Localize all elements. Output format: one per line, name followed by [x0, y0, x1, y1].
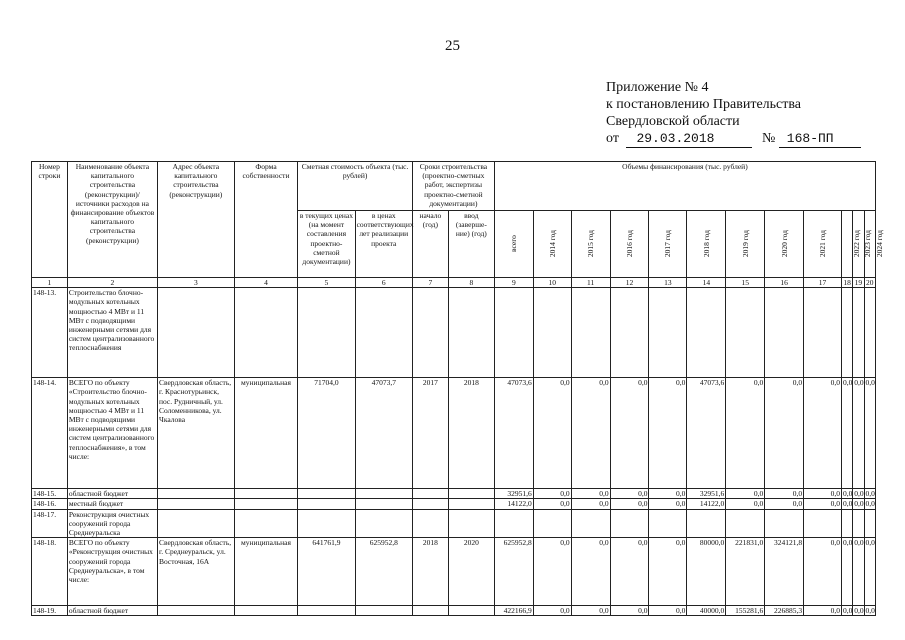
row-year-value	[726, 288, 765, 378]
row-year-value: 0,0	[765, 489, 804, 499]
row-total: 32951,6	[494, 489, 533, 499]
row-cost-years	[355, 288, 412, 378]
row-year-value: 0,0	[765, 378, 804, 489]
row-year-value: 0,0	[726, 499, 765, 509]
row-address	[157, 288, 234, 378]
row-year-value: 0,0	[649, 489, 687, 499]
header-total: всего	[494, 211, 533, 278]
appendix-resolution: к постановлению Правительства	[606, 97, 802, 112]
row-cost-current	[298, 499, 355, 509]
row-number: 148-18.	[32, 538, 68, 606]
row-cost-years	[355, 489, 412, 499]
appendix-region: Свердловской области	[606, 114, 740, 129]
row-year-value: 0,0	[841, 538, 852, 606]
row-year-value: 0,0	[854, 489, 864, 499]
financing-table	[31, 161, 884, 616]
row-address	[157, 509, 234, 538]
row-year-value: 221831,0	[726, 538, 765, 606]
row-year-value: 40000,0	[687, 606, 726, 616]
row-name: местный бюджет	[67, 499, 157, 509]
row-year-value	[687, 288, 726, 378]
table-row	[32, 378, 876, 489]
row-year-value	[726, 509, 765, 538]
row-ownership	[234, 288, 297, 378]
row-year-value: 0,0	[804, 538, 842, 606]
row-total: 47073,6	[494, 378, 533, 489]
row-total: 422166,9	[494, 606, 533, 616]
col-number: 8	[448, 278, 494, 288]
row-ownership	[234, 489, 297, 499]
row-year-value: 226885,3	[765, 606, 804, 616]
row-year-value: 0,0	[804, 499, 842, 509]
row-year-value: 0,0	[649, 499, 687, 509]
row-end	[448, 288, 494, 378]
row-year-value	[571, 288, 610, 378]
table-row	[32, 509, 876, 538]
appendix-header	[606, 79, 861, 148]
header-year: 2014 год	[533, 211, 571, 278]
row-ownership: муниципальная	[234, 378, 297, 489]
row-year-value: 0,0	[533, 606, 571, 616]
row-number: 148-15.	[32, 489, 68, 499]
row-cost-current	[298, 509, 355, 538]
row-year-value: 0,0	[865, 489, 875, 499]
row-year-value	[533, 288, 571, 378]
row-name: областной бюджет	[67, 606, 157, 616]
row-end	[448, 499, 494, 509]
row-number: 148-17.	[32, 509, 68, 538]
row-year-value: 0,0	[571, 606, 610, 616]
col-number: 19	[854, 278, 863, 287]
col-number: 12	[610, 278, 649, 288]
appendix-title: Приложение № 4	[606, 80, 709, 95]
row-ownership	[234, 499, 297, 509]
row-year-value: 0,0	[610, 606, 649, 616]
row-total: 14122,0	[494, 499, 533, 509]
row-year-value: 0,0	[533, 489, 571, 499]
row-year-value	[765, 509, 804, 538]
row-year-value: 0,0	[842, 606, 853, 616]
header-year: 2024 год	[864, 211, 875, 278]
row-year-value: 0,0	[571, 538, 610, 606]
row-year-value: 0,0	[765, 499, 804, 509]
row-year-value: 0,0	[865, 499, 875, 509]
header-year: 2022 год	[841, 211, 852, 278]
col-number: 5	[298, 278, 355, 288]
header-cost-current: в текущих ценах (на момент составления проектно-сметной документации)	[298, 211, 355, 278]
row-year-value: 0,0	[854, 606, 864, 616]
row-cost-current	[298, 606, 355, 616]
row-year-value: 0,0	[649, 378, 687, 489]
row-year-value	[610, 509, 649, 538]
row-year-value: 14122,0	[687, 499, 726, 509]
header-cost: Сметная стоимость объекта (тыс. рублей)	[298, 162, 413, 211]
col-number: 13	[649, 278, 687, 288]
row-year-value: 0,0	[804, 378, 842, 489]
row-year-value: 0,0	[533, 538, 571, 606]
row-year-value: 0,0	[610, 489, 649, 499]
col-number: 14	[687, 278, 726, 288]
row-cost-years	[355, 509, 412, 538]
col-number: 4	[234, 278, 297, 288]
row-year-value: 0,0	[804, 489, 842, 499]
header-end: ввод (заверше-ние) (год)	[448, 211, 494, 278]
row-year-value: 0,0	[726, 489, 765, 499]
row-year-value: 0,0	[571, 378, 610, 489]
row-cost-current	[298, 489, 355, 499]
row-year-value	[841, 509, 852, 538]
header-ownership: Форма собственности	[234, 162, 297, 278]
number-prefix: №	[761, 131, 776, 146]
row-cost-current: 641761,9	[298, 538, 355, 606]
row-end: 2018	[448, 378, 494, 489]
row-start: 2017	[412, 378, 448, 489]
col-number: 11	[571, 278, 610, 288]
row-cost-years: 47073,7	[355, 378, 412, 489]
row-year-value: 0,0	[842, 499, 853, 509]
row-year-value: 0,0	[726, 378, 765, 489]
row-end: 2020	[448, 538, 494, 606]
row-address	[157, 499, 234, 509]
row-start	[412, 499, 448, 509]
row-name: областной бюджет	[67, 489, 157, 499]
date-prefix: от	[606, 131, 619, 146]
row-year-value	[571, 509, 610, 538]
table-row	[32, 606, 876, 616]
row-address	[157, 606, 234, 616]
col-number: 10	[533, 278, 571, 288]
row-name: Реконструкция очистных сооружений города Среднеуральска	[67, 509, 157, 538]
row-year-value	[610, 288, 649, 378]
row-year-value: 32951,6	[687, 489, 726, 499]
row-year-value: 0,0	[571, 499, 610, 509]
row-year-value	[765, 288, 804, 378]
row-end	[448, 606, 494, 616]
header-name: Наименование объекта капитального строительства (реконструкции)/ источники расходов на финансирование объектов капитального строительства (реконструкции)	[67, 162, 157, 278]
header-year: 2017 год	[649, 211, 687, 278]
row-year-value: 80000,0	[687, 538, 726, 606]
page-number: 25	[445, 38, 460, 54]
col-number: 15	[726, 278, 765, 288]
row-year-value: 0,0	[571, 489, 610, 499]
row-end	[448, 489, 494, 499]
col-number: 20	[866, 278, 874, 287]
col-number: 6	[355, 278, 412, 288]
table-row	[32, 288, 876, 378]
row-start	[412, 288, 448, 378]
header-year: 2023 год	[853, 211, 864, 278]
row-end	[448, 509, 494, 538]
row-start	[412, 606, 448, 616]
row-start: 2018	[412, 538, 448, 606]
row-start	[412, 509, 448, 538]
row-year-value: 0,0	[865, 606, 875, 616]
row-year-value: 0,0	[649, 606, 687, 616]
row-year-value: 0,0	[610, 499, 649, 509]
header-year: 2015 год	[571, 211, 610, 278]
row-year-value: 0,0	[804, 606, 842, 616]
row-year-value: 0,0	[864, 538, 875, 606]
row-year-value	[841, 288, 852, 378]
row-address	[157, 489, 234, 499]
row-year-value: 0,0	[610, 378, 649, 489]
resolution-number: 168-ПП	[779, 130, 861, 148]
row-cost-current: 71704,0	[298, 378, 355, 489]
row-start	[412, 489, 448, 499]
header-address: Адрес объекта капитального строительства (реконструкции)	[157, 162, 234, 278]
col-number: 2	[67, 278, 157, 288]
row-year-value	[864, 288, 875, 378]
row-year-value	[687, 509, 726, 538]
header-year: 2020 год	[765, 211, 804, 278]
column-number-row	[32, 278, 876, 288]
row-name: Строительство блочно-модульных котельных мощностью 4 МВт и 11 МВт с подводящими инженерными сетями для систем централизованного теплоснабжения	[67, 288, 157, 378]
row-year-value: 0,0	[649, 538, 687, 606]
row-total	[494, 288, 533, 378]
header-year: 2016 год	[610, 211, 649, 278]
col-number: 1	[32, 278, 68, 288]
row-cost-years	[355, 499, 412, 509]
row-cost-years	[355, 606, 412, 616]
col-number: 7	[412, 278, 448, 288]
header-start: начало (год)	[412, 211, 448, 278]
resolution-date: 29.03.2018	[626, 130, 752, 148]
row-year-value	[649, 288, 687, 378]
col-number: 16	[765, 278, 804, 288]
row-year-value	[533, 509, 571, 538]
row-cost-years: 625952,8	[355, 538, 412, 606]
row-total: 625952,8	[494, 538, 533, 606]
row-year-value: 0,0	[854, 499, 864, 509]
row-number: 148-14.	[32, 378, 68, 489]
header-terms: Сроки строительства (проектно-сметных работ, экспертизы проектно-сметной документации)	[412, 162, 494, 211]
table-row	[32, 489, 876, 499]
header-year: 2018 год	[687, 211, 726, 278]
row-year-value	[853, 509, 864, 538]
col-number: 9	[494, 278, 533, 288]
row-ownership	[234, 606, 297, 616]
row-year-value: 0,0	[533, 378, 571, 489]
row-year-value	[853, 288, 864, 378]
row-ownership: муниципальная	[234, 538, 297, 606]
row-year-value: 0,0	[853, 538, 864, 606]
row-year-value: 0,0	[853, 378, 864, 489]
row-ownership	[234, 509, 297, 538]
appendix-date-line	[606, 130, 861, 148]
row-cost-current	[298, 288, 355, 378]
row-year-value: 0,0	[610, 538, 649, 606]
row-year-value	[804, 509, 842, 538]
row-address: Свердловская область, г. Краснотурьинск, пос. Рудничный, ул. Соломенникова, ул. Чкалова	[157, 378, 234, 489]
row-year-value	[804, 288, 842, 378]
col-number: 3	[157, 278, 234, 288]
header-year: 2021 год	[804, 211, 842, 278]
header-num: Номер строки	[32, 162, 68, 278]
row-year-value: 324121,8	[765, 538, 804, 606]
table-row	[32, 499, 876, 509]
table-body	[32, 288, 876, 616]
table-row	[32, 538, 876, 606]
row-number: 148-19.	[32, 606, 68, 616]
header-year: 2019 год	[726, 211, 765, 278]
header-volumes: Объемы финансирования (тыс. рублей)	[494, 162, 875, 211]
header-cost-years: в ценах соответствующих лет реализации проекта	[355, 211, 412, 278]
row-year-value: 0,0	[841, 378, 852, 489]
row-name: ВСЕГО по объекту «Реконструкция очистных сооружений города Среднеуральска», в том числе:	[67, 538, 157, 606]
row-year-value: 47073,6	[687, 378, 726, 489]
row-name: ВСЕГО по объекту «Строительство блочно-модульных котельных мощностью 4 МВт и 11 МВт с подводящими инженерными сетями для систем централизованного теплоснабжения», в том числе:	[67, 378, 157, 489]
col-number: 17	[804, 278, 842, 288]
row-number: 148-16.	[32, 499, 68, 509]
row-address: Свердловская область, г. Среднеуральск, ул. Восточная, 16А	[157, 538, 234, 606]
col-number: 18	[843, 278, 851, 287]
row-total	[494, 509, 533, 538]
row-year-value: 0,0	[864, 378, 875, 489]
row-year-value: 0,0	[533, 499, 571, 509]
row-number: 148-13.	[32, 288, 68, 378]
row-year-value	[864, 509, 875, 538]
row-year-value: 155281,6	[726, 606, 765, 616]
row-year-value	[649, 509, 687, 538]
row-year-value: 0,0	[842, 489, 853, 499]
